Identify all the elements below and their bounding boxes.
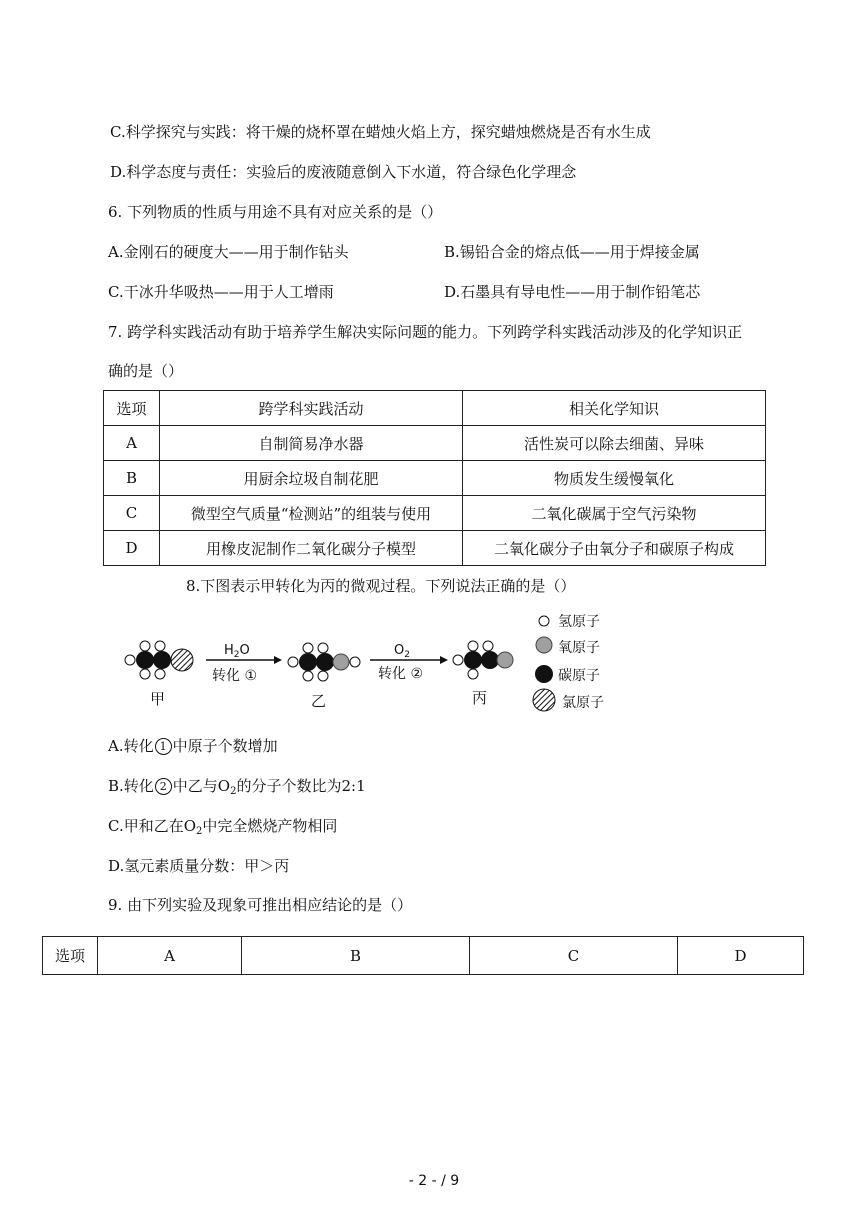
- carbon-atom: [464, 651, 482, 669]
- q6-option-a: A.金刚石的硬度大——用于制作钻头: [108, 243, 349, 261]
- hydrogen-atom: [140, 641, 150, 651]
- legend-chlorine: 氯原子: [562, 695, 604, 711]
- table-cell: 微型空气质量“检测站”的组装与使用: [160, 496, 463, 531]
- legend-oxygen: 氧原子: [558, 640, 600, 656]
- table-header-cell: C: [470, 937, 678, 975]
- q6-stem: 6. 下列物质的性质与用途不具有对应关系的是（）: [108, 203, 443, 221]
- oxygen-legend-icon: [536, 637, 552, 653]
- table-cell: 用橡皮泥制作二氧化碳分子模型: [160, 531, 463, 566]
- chlorine-atom: [171, 649, 193, 671]
- hydrogen-atom: [468, 641, 478, 651]
- hydrogen-atom: [303, 671, 313, 681]
- hydrogen-atom: [303, 643, 313, 653]
- hydrogen-atom: [125, 655, 135, 665]
- hydrogen-atom: [155, 641, 165, 651]
- molecule-label-jia: 甲: [150, 690, 166, 708]
- oxygen-atom: [497, 652, 513, 668]
- q8-option-c: C.甲和乙在$O_2$中完全燃烧产物相同: [108, 817, 338, 837]
- circled-number: 2: [155, 778, 172, 795]
- atom-legend: [533, 614, 604, 711]
- table-cell: B: [104, 461, 160, 496]
- q6-option-c: C.干冰升华吸热——用于人工增雨: [108, 283, 334, 301]
- reagent-2: $O_2$: [394, 643, 410, 660]
- step-2-label: 转化 ②: [378, 666, 424, 682]
- hydrogen-atom: [318, 643, 328, 653]
- table-cell: A: [104, 426, 160, 461]
- molecule-jia: [125, 641, 193, 679]
- q8-option-b: B.转化 2 中乙与$O_2$的分子个数比为2:1: [108, 777, 366, 797]
- q8-option-a: A.转化 1 中原子个数增加: [108, 737, 278, 755]
- carbon-atom: [316, 653, 334, 671]
- q6-option-d: D.石墨具有导电性——用于制作铅笔芯: [444, 283, 701, 301]
- hydrogen-atom: [155, 669, 165, 679]
- circled-number: 1: [155, 738, 172, 755]
- page-number: - 2 - / 9: [408, 1173, 460, 1189]
- molecule-label-yi: 乙: [311, 692, 327, 710]
- q9-table: [42, 936, 804, 975]
- hydrogen-atom: [453, 655, 463, 665]
- hydrogen-atom: [483, 641, 493, 651]
- table-header-cell: D: [678, 937, 804, 975]
- hydrogen-atom: [288, 657, 298, 667]
- chlorine-legend-icon: [533, 689, 555, 711]
- hydrogen-atom: [140, 669, 150, 679]
- carbon-atom: [136, 651, 154, 669]
- table-cell: 用厨余垃圾自制花肥: [160, 461, 463, 496]
- table-header-cell: 相关化学知识: [463, 391, 766, 426]
- table-cell: 活性炭可以除去细菌、异味: [463, 426, 766, 461]
- molecule-label-bing: 丙: [472, 689, 488, 707]
- table-header-cell: 选项: [43, 937, 98, 975]
- hydrogen-atom: [350, 657, 360, 667]
- table-cell: 自制简易净水器: [160, 426, 463, 461]
- q5-option-c: C.科学探究与实践：将干燥的烧杯罩在蜡烛火焰上方，探究蜡烛燃烧是否有水生成: [110, 123, 651, 141]
- carbon-atom: [481, 651, 499, 669]
- table-header-cell: A: [98, 937, 242, 975]
- molecule-bing: [453, 641, 513, 679]
- carbon-legend-icon: [535, 665, 553, 683]
- oxygen-atom: [333, 654, 349, 670]
- table-cell: 二氧化碳分子由氧分子和碳原子构成: [463, 531, 766, 566]
- table-header-cell: B: [242, 937, 470, 975]
- legend-hydrogen: 氢原子: [558, 614, 600, 630]
- table-header-row: [43, 937, 804, 975]
- legend-carbon: 碳原子: [558, 668, 600, 684]
- table-cell: D: [104, 531, 160, 566]
- table-cell: C: [104, 496, 160, 531]
- molecule-yi: [288, 643, 360, 681]
- table-cell: 二氧化碳属于空气污染物: [463, 496, 766, 531]
- q8-stem: 8.下图表示甲转化为丙的微观过程。下列说法正确的是（）: [186, 577, 576, 595]
- step-1-label: 转化 ①: [212, 668, 258, 684]
- table-header-cell: 跨学科实践活动: [160, 391, 463, 426]
- table-cell: 物质发生缓慢氧化: [463, 461, 766, 496]
- hydrogen-atom: [468, 669, 478, 679]
- carbon-atom: [153, 651, 171, 669]
- reagent-1: $H_2O$: [224, 643, 250, 660]
- hydrogen-legend-icon: [539, 616, 549, 626]
- q8-option-d: D.氢元素质量分数：甲＞丙: [108, 857, 290, 875]
- q7-stem-line1: 7. 跨学科实践活动有助于培养学生解决实际问题的能力。下列跨学科实践活动涉及的化学知识正: [108, 323, 743, 341]
- hydrogen-atom: [318, 671, 328, 681]
- q5-option-d: D.科学态度与责任：实验后的废液随意倒入下水道，符合绿色化学理念: [110, 163, 577, 181]
- table-header-cell: 选项: [104, 391, 160, 426]
- q7-stem-line2: 确的是（）: [108, 362, 184, 380]
- carbon-atom: [299, 653, 317, 671]
- q9-stem: 9. 由下列实验及现象可推出相应结论的是（）: [108, 896, 413, 914]
- q6-option-b: B.锡铅合金的熔点低——用于焊接金属: [444, 243, 700, 261]
